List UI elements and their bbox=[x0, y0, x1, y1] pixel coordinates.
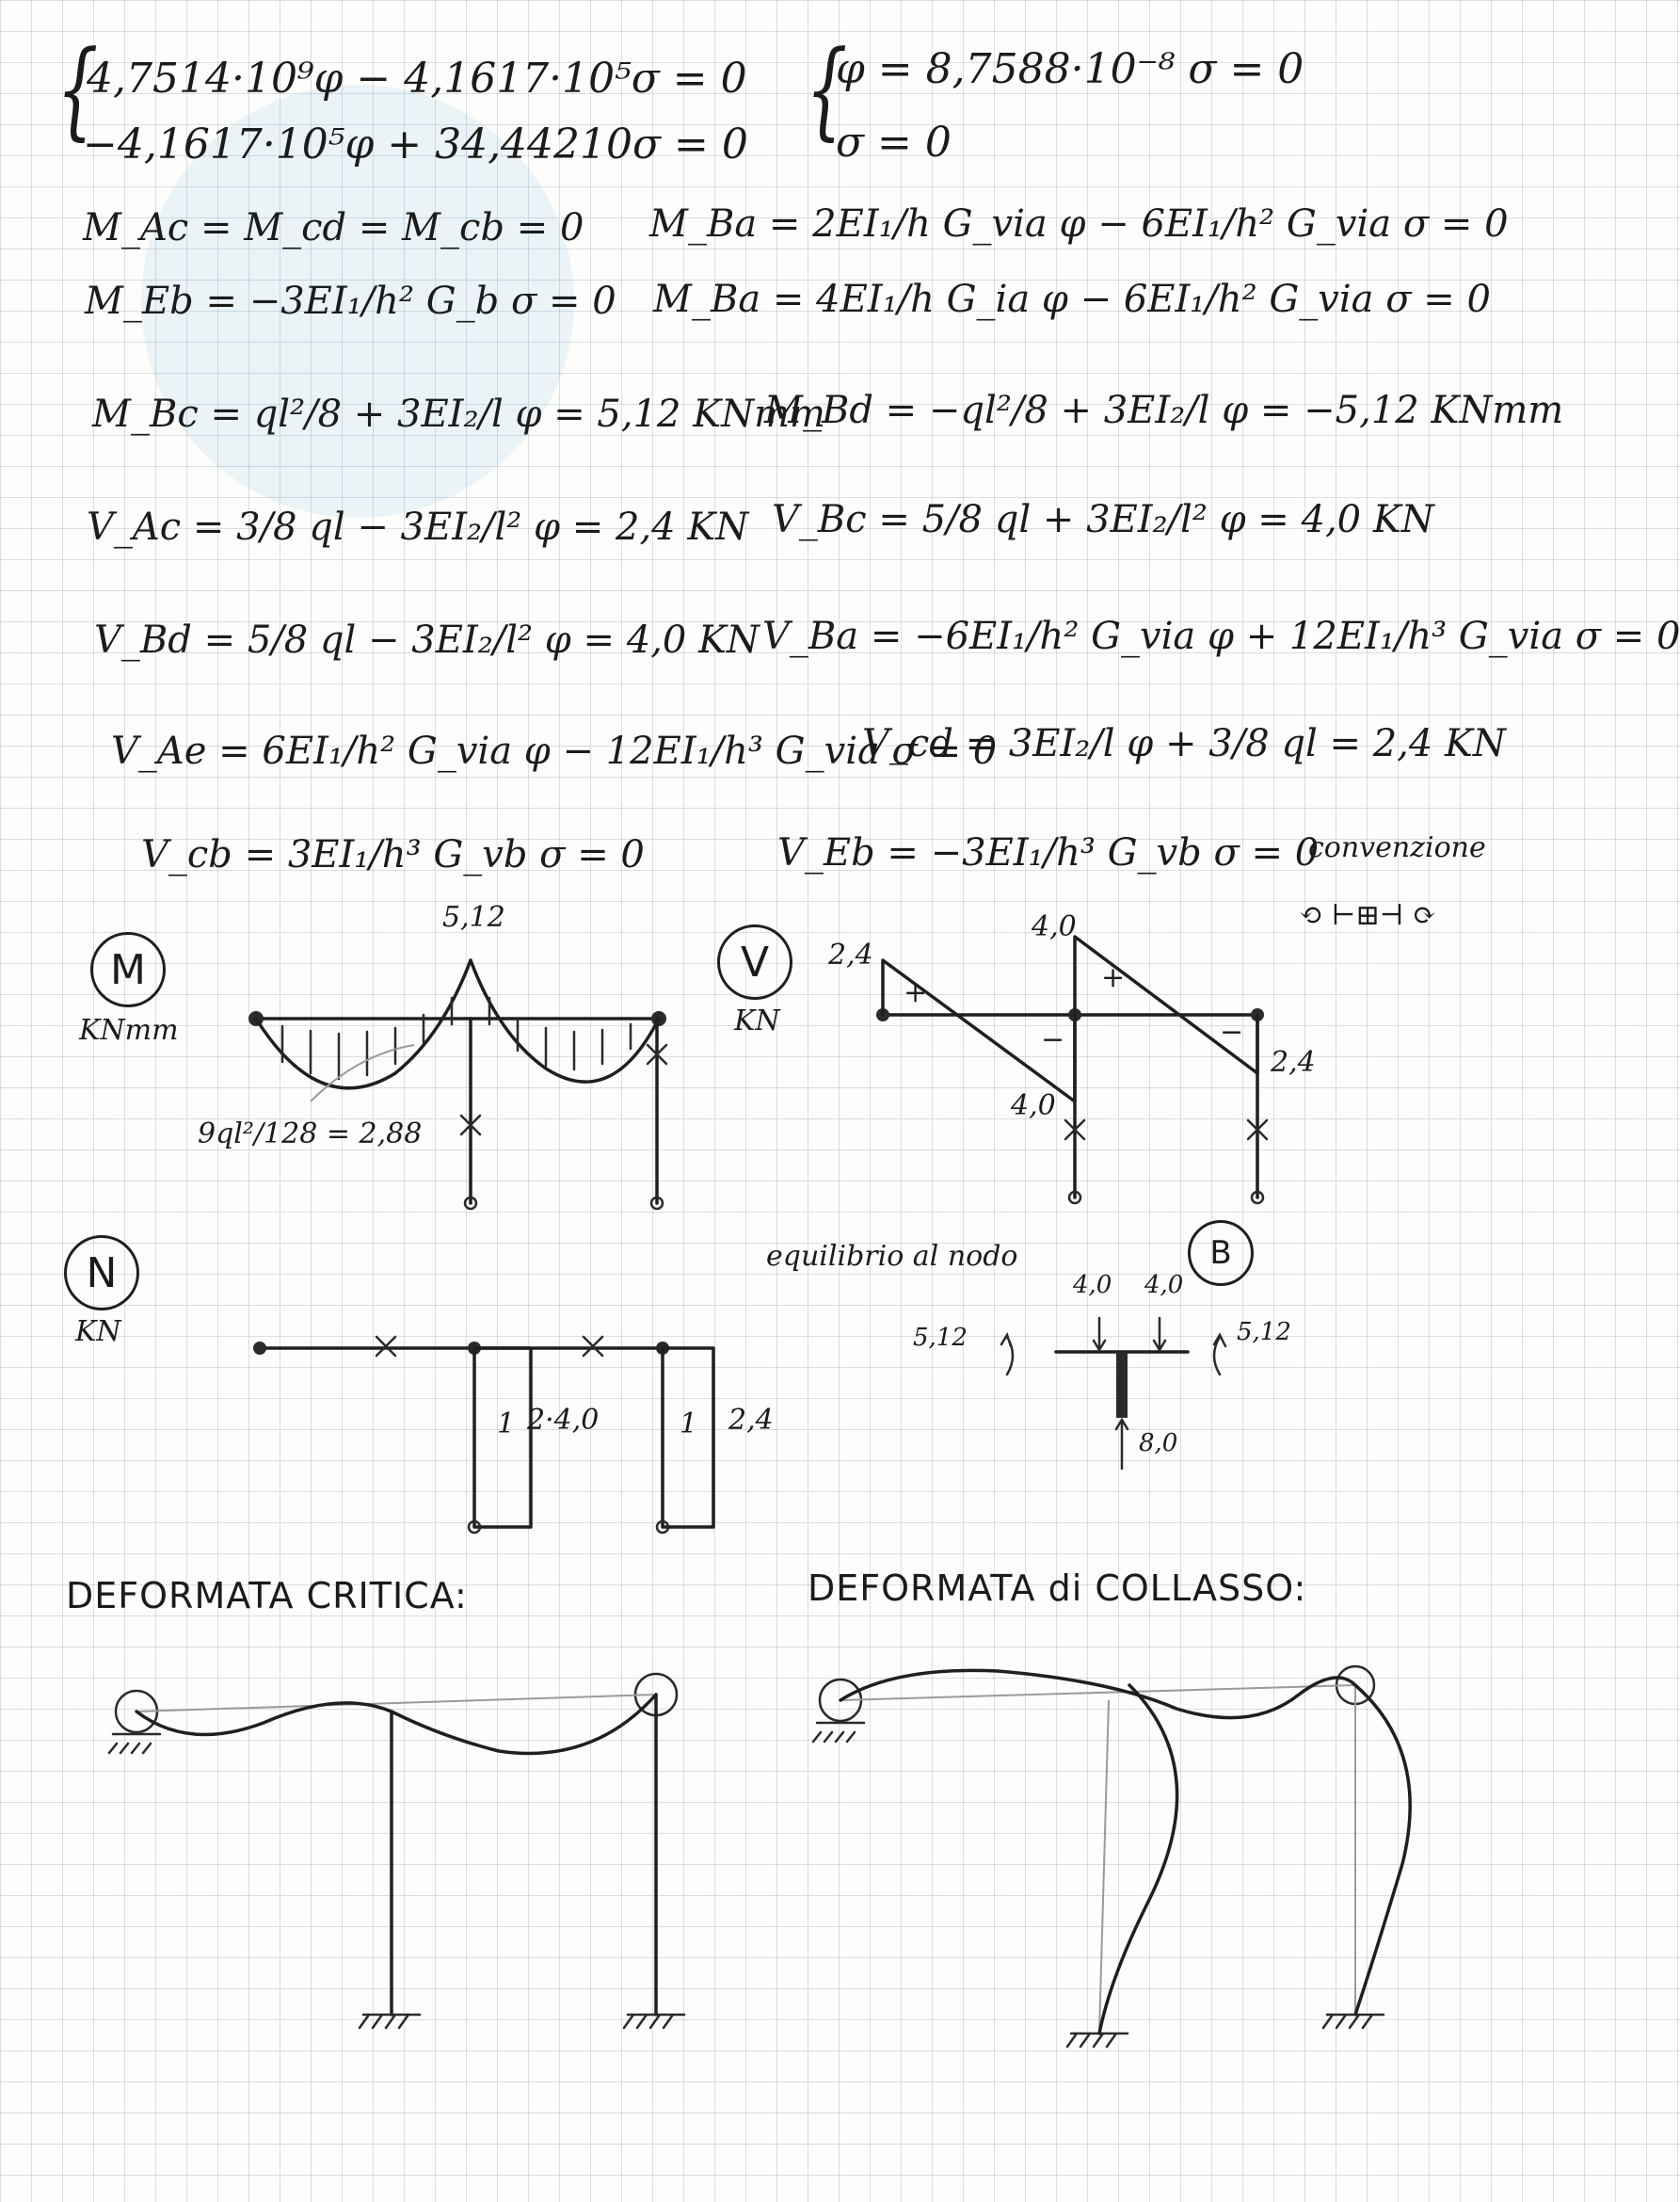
collapse-deformation-title: DEFORMATA di COLLASSO: bbox=[808, 1567, 1307, 1609]
node-b-symbol: B bbox=[1188, 1220, 1254, 1286]
axial-sign-2: 1 bbox=[680, 1407, 698, 1440]
node-left-moment: 5,12 bbox=[913, 1324, 968, 1352]
shear-value-1: 2,4 bbox=[828, 939, 873, 972]
system1-line1: 4,7514·10⁹φ − 4,1617·10⁵σ = 0 bbox=[87, 55, 747, 103]
node-right-moment: 5,12 bbox=[1237, 1318, 1291, 1346]
moment-diagram-symbol: M bbox=[90, 932, 166, 1007]
brace-left: { bbox=[56, 27, 99, 152]
shear-diagram-unit: KN bbox=[734, 1005, 780, 1037]
shear-diagram bbox=[876, 937, 1267, 1203]
axial-diagram-symbol: N bbox=[64, 1235, 139, 1310]
node-axial: 8,0 bbox=[1139, 1429, 1178, 1457]
convention-symbol: ⟲ ⊢⊞⊣ ⟳ bbox=[1299, 899, 1437, 932]
moment-ba-2: M_Ba = 4EI₁/h G_ia φ − 6EI₁/h² G_via σ = 0 bbox=[653, 278, 1491, 321]
moment-bc: M_Bc = ql²/8 + 3EI₂/l φ = 5,12 KNmm bbox=[92, 393, 825, 436]
shear-value-4: 2,4 bbox=[1271, 1046, 1316, 1079]
collapse-deformation bbox=[813, 1666, 1410, 2047]
node-equilibrium-sketch bbox=[1001, 1318, 1225, 1469]
shear-bd: V_Bd = 5/8 ql − 3EI₂/l² φ = 4,0 KN bbox=[94, 619, 760, 662]
node-left-shear: 4,0 bbox=[1073, 1271, 1112, 1299]
axial-value-2: 2,4 bbox=[728, 1404, 774, 1437]
moment-diagram-unit: KNmm bbox=[79, 1014, 179, 1047]
shear-sign-plus-2: + bbox=[1101, 961, 1126, 994]
moment-diagram bbox=[248, 960, 666, 1209]
moment-bd: M_Bd = −ql²/8 + 3EI₂/l φ = −5,12 KNmm bbox=[764, 389, 1564, 432]
system2-line1: φ = 8,7588·10⁻⁸ σ = 0 bbox=[836, 45, 1304, 93]
moment-diagram-note: 9ql²/128 = 2,88 bbox=[198, 1117, 423, 1150]
shear-bc: V_Bc = 5/8 ql + 3EI₂/l² φ = 4,0 KN bbox=[772, 498, 1434, 541]
shear-ac: V_Ac = 3/8 ql − 3EI₂/l² φ = 2,4 KN bbox=[87, 506, 749, 549]
shear-ae: V_Ae = 6EI₁/h² G_via φ − 12EI₁/h³ G_via σ = 0 bbox=[111, 730, 998, 773]
brace-left-2: { bbox=[806, 27, 848, 152]
shear-diagram-symbol: V bbox=[717, 924, 792, 1000]
axial-diagram bbox=[253, 1337, 713, 1533]
axial-value-1: 2·4,0 bbox=[527, 1404, 600, 1437]
system2-line2: σ = 0 bbox=[836, 119, 952, 167]
critical-deformation-title: DEFORMATA CRITICA: bbox=[66, 1575, 468, 1616]
shear-sign-minus: − bbox=[1041, 1023, 1065, 1056]
node-right-shear: 4,0 bbox=[1144, 1271, 1184, 1299]
axial-sign-1: 1 bbox=[497, 1407, 516, 1440]
convention-label: convenzione bbox=[1308, 831, 1486, 864]
axial-diagram-unit: KN bbox=[75, 1315, 121, 1348]
moment-ac: M_Ac = M_cd = M_cb = 0 bbox=[83, 206, 584, 249]
shear-cd: V_cd = 3EI₂/l φ + 3/8 ql = 2,4 KN bbox=[862, 722, 1506, 765]
moment-eb: M_Eb = −3EI₁/h² G_b σ = 0 bbox=[85, 280, 616, 323]
shear-value-3: 4,0 bbox=[1011, 1089, 1056, 1122]
system1-line2: −4,1617·10⁵φ + 34,44210σ = 0 bbox=[83, 121, 748, 169]
shear-value-2: 4,0 bbox=[1032, 910, 1077, 943]
shear-eb: V_Eb = −3EI₁/h³ G_vb σ = 0 bbox=[777, 831, 1320, 875]
shear-sign-plus: + bbox=[904, 976, 928, 1009]
shear-sign-minus-2: − bbox=[1220, 1016, 1244, 1049]
shear-ba: V_Ba = −6EI₁/h² G_via φ + 12EI₁/h³ G_via σ = 0 bbox=[762, 615, 1680, 658]
moment-ba: M_Ba = 2EI₁/h G_via φ − 6EI₁/h² G_via σ = 0 bbox=[649, 202, 1509, 246]
critical-deformation bbox=[109, 1674, 684, 2028]
node-equilibrium-title: equilibrio al nodo bbox=[766, 1240, 1018, 1273]
shear-cb: V_cb = 3EI₁/h³ G_vb σ = 0 bbox=[141, 833, 645, 876]
moment-diagram-peak: 5,12 bbox=[442, 901, 505, 934]
